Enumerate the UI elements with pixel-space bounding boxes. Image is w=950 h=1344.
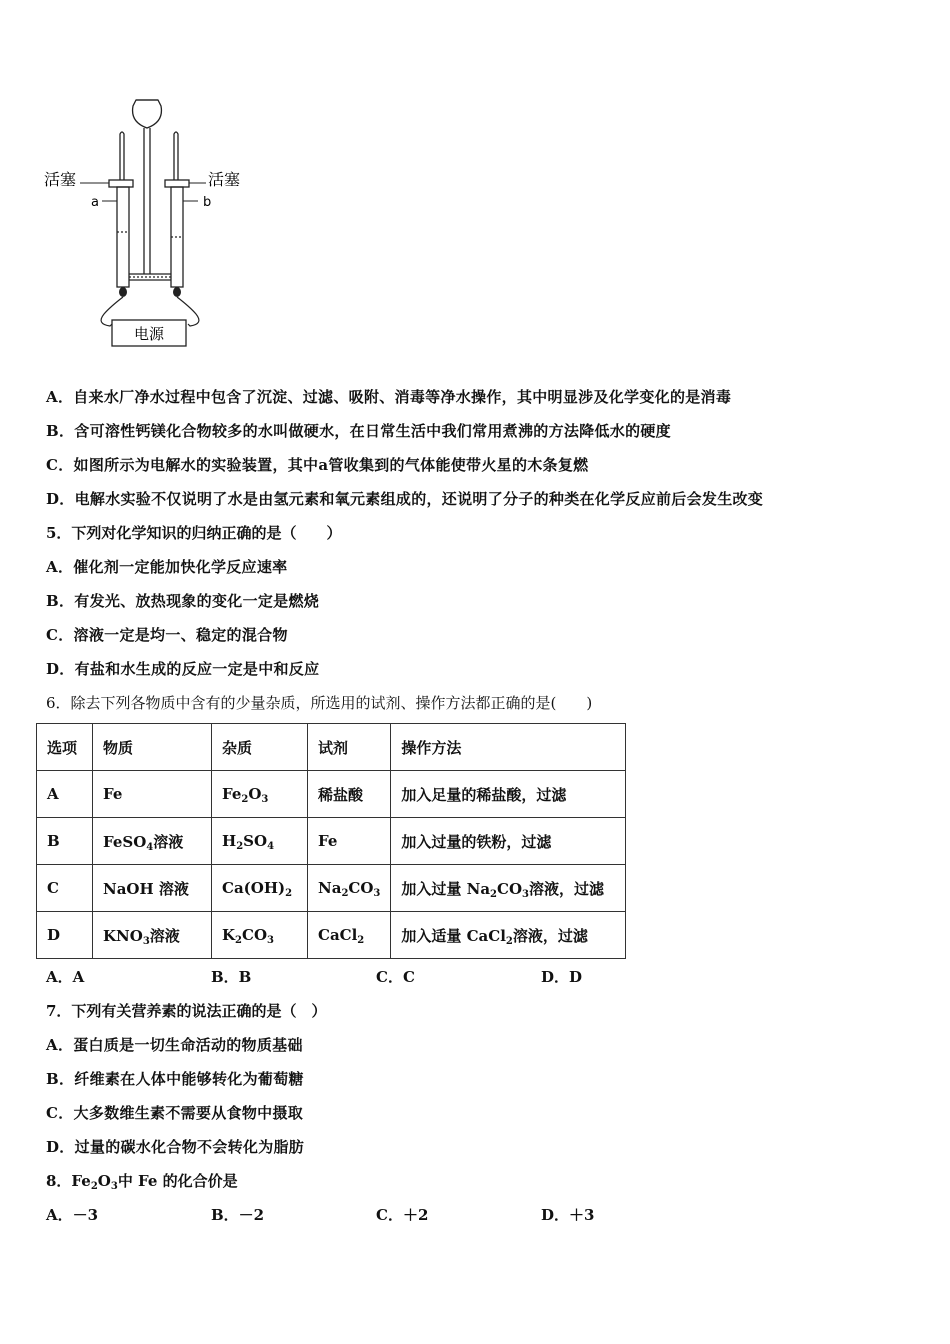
table-header-row	[37, 724, 626, 771]
q8-choice-d: D．＋3	[541, 1206, 595, 1224]
q4-option-b: B．含可溶性钙镁化合物较多的水叫做硬水，在日常生活中我们常用煮沸的方法降低水的硬度	[46, 422, 671, 440]
substance-cell: Fe	[93, 771, 212, 818]
power-supply-label: 电源	[133, 325, 165, 343]
q6-choices	[46, 966, 706, 987]
q7-option-c: C．大多数维生素不需要从食物中摄取	[46, 1104, 304, 1122]
reagent-cell: $Na_2CO_3$	[308, 865, 391, 912]
q6-choice-c: C．C	[376, 968, 415, 986]
funnel	[133, 100, 162, 274]
q6-choice-a: A．A	[46, 968, 85, 986]
reagent-cell: Fe	[308, 818, 391, 865]
electrodes	[119, 287, 181, 297]
impurity-cell: $Fe_2O_3$	[212, 771, 308, 818]
q8-choices	[46, 1204, 706, 1225]
impurity-cell: $Ca(OH)_2$	[212, 865, 308, 912]
q6-title: 6．除去下列各物质中含有的少量杂质，所选用的试剂、操作方法都正确的是( )	[46, 694, 593, 712]
option-cell: A	[37, 771, 93, 818]
q8-choice-c: C．＋2	[376, 1206, 429, 1224]
q6-table	[36, 723, 626, 959]
table-row	[37, 771, 626, 818]
left-stopcock-label: 活塞	[44, 170, 77, 189]
method-cell: 加入过量的铁粉，过滤	[391, 818, 626, 865]
table-row	[37, 912, 626, 959]
substance-cell: FeSO$_4$溶液	[93, 818, 212, 865]
q6-choice-d: D．D	[541, 968, 583, 986]
option-cell: D	[37, 912, 93, 959]
header-cell: 物质	[93, 724, 212, 771]
q8-choice-b: B．－2	[211, 1206, 265, 1224]
header-cell: 试剂	[308, 724, 391, 771]
q8-title: 8．$Fe_2O_3$中 Fe 的化合价是	[46, 1172, 238, 1192]
q5-option-c: C．溶液一定是均一、稳定的混合物	[46, 626, 288, 644]
right-stopcock-label: 活塞	[208, 170, 241, 189]
q7-title: 7．下列有关营养素的说法正确的是（ ）	[46, 1002, 327, 1020]
q4-option-a: A．自来水厂净水过程中包含了沉淀、过滤、吸附、消毒等净水操作，其中明显涉及化学变化的是消毒	[46, 388, 732, 406]
q4-option-d: D．电解水实验不仅说明了水是由氢元素和氧元素组成的，还说明了分子的种类在化学反应前后会发生改变	[46, 490, 764, 508]
q5-title: 5．下列对化学知识的归纳正确的是（ ）	[46, 524, 342, 542]
method-cell: 加入适量 CaCl$_2$溶液，过滤	[391, 912, 626, 959]
tube-b-label: b	[203, 195, 212, 210]
connecting-tube	[129, 274, 171, 280]
header-cell: 杂质	[212, 724, 308, 771]
q7-option-b: B．纤维素在人体中能够转化为葡萄糖	[46, 1070, 304, 1088]
method-cell: 加入过量 $Na_2CO_3$溶液，过滤	[391, 865, 626, 912]
header-cell: 操作方法	[391, 724, 626, 771]
q8-choice-a: A．－3	[46, 1206, 99, 1224]
q4-option-c: C．如图所示为电解水的实验装置，其中a管收集到的气体能使带火星的木条复燃	[46, 456, 589, 474]
electrolysis-apparatus-figure	[40, 92, 250, 354]
q5-option-b: B．有发光、放热现象的变化一定是燃烧	[46, 592, 320, 610]
q5-option-a: A．催化剂一定能加快化学反应速率	[46, 558, 288, 576]
impurity-cell: $K_2CO_3$	[212, 912, 308, 959]
q7-option-d: D．过量的碳水化合物不会转化为脂肪	[46, 1138, 305, 1156]
method-cell: 加入足量的稀盐酸，过滤	[391, 771, 626, 818]
impurity-cell: $H_2SO_4$	[212, 818, 308, 865]
option-cell: C	[37, 865, 93, 912]
reagent-cell: 稀盐酸	[308, 771, 391, 818]
q6-choice-b: B．B	[211, 968, 252, 986]
right-tube	[165, 132, 189, 287]
header-cell: 选项	[37, 724, 93, 771]
q5-option-d: D．有盐和水生成的反应一定是中和反应	[46, 660, 320, 678]
reagent-cell: CaCl$_2$	[308, 912, 391, 959]
table-row	[37, 865, 626, 912]
tube-a-label: a	[91, 195, 99, 210]
left-tube	[109, 132, 133, 287]
table-row	[37, 818, 626, 865]
option-cell: B	[37, 818, 93, 865]
q7-option-a: A．蛋白质是一切生命活动的物质基础	[46, 1036, 303, 1054]
substance-cell: $KNO_3$溶液	[93, 912, 212, 959]
substance-cell: NaOH 溶液	[93, 865, 212, 912]
